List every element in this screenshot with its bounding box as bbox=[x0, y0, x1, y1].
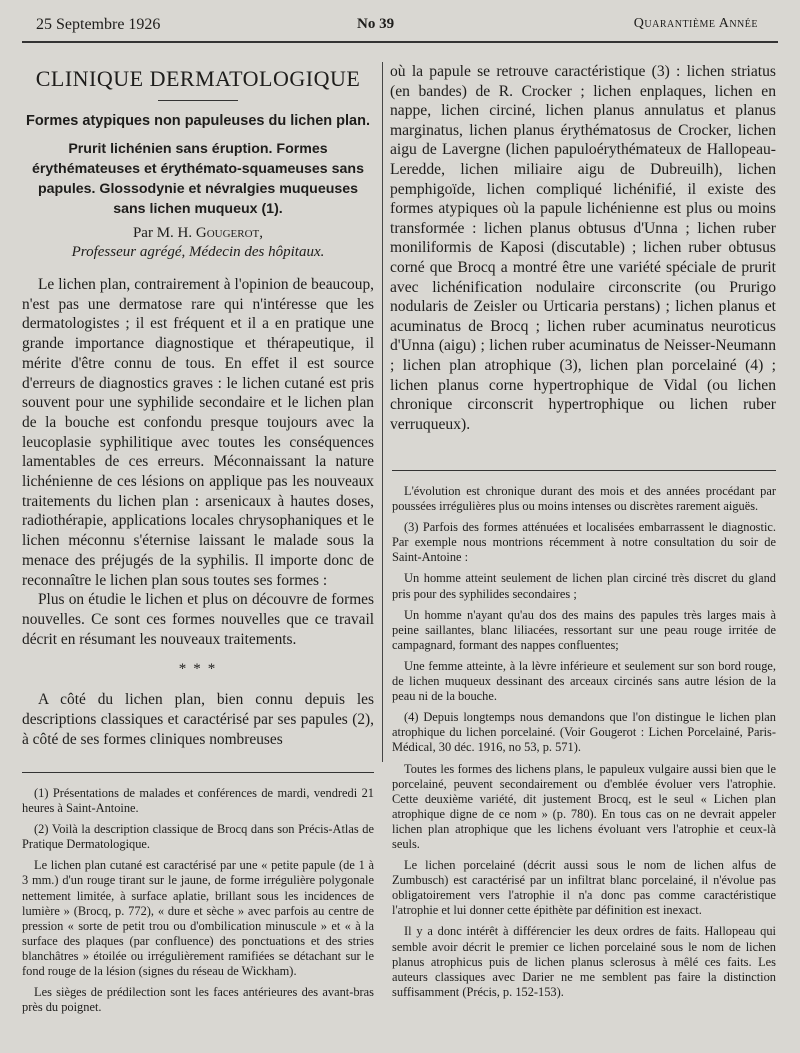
footnotes-left bbox=[22, 786, 374, 1021]
article-subtitle: Formes atypiques non papuleuses du lichen plan. bbox=[25, 113, 371, 129]
footnote: (1) Présentations de malades et conférences de mardi, vendredi 21 heures à Saint-Antoine. bbox=[22, 786, 374, 816]
article-body-left bbox=[22, 275, 374, 749]
footnotes-right bbox=[392, 484, 776, 1006]
article-headline: Prurit lichénien sans éruption. Formes érythémateuses et érythémato-squameuses sans papules. Glossodynie et névralgies muqueuses sans lichen muqueux (1). bbox=[32, 141, 364, 217]
title-rule bbox=[158, 100, 238, 101]
paragraph: où la papule se retrouve caractéristique (3) : lichen striatus (en bandes) de R. Crocker ; lichen enplaques, lichen en nappe, lichen circiné, lichen planus annulatus et planus marginatus, lichen planus érythématosus de Crocker, lichen aigu de Lavergne (lichen papuloérythémateux de Hallopeau-Leredde, lichen miliaire aigu de Dubreuilh), lichen pemphigoïde, lichen compliqué lichénifié, il existe des formes atypiques où la papule lichénienne est plus ou moins transformée : lichen planus obtusus d'Unna ; lichen ruber moniliformis de Kaposi (discutable) ; lichen ruber obtusus corné que Brocq a montré être une variété spéciale de prurit avec lichénification nodulaire circonscrite (ou Prurigo nodularis de Zeisler ou Urticaria perstans) ; lichen planus et acuminatus de Brocq ; lichen ruber acuminatus neuroticus d'Unna (aigu) ; lichen ruber acuminatus de Neisser-Neumann ; lichen plan atrophique (3), lichen plan porcelainé (4) ; lichen planus corne hypertrophique de Vidal (ou lichen chronique circonscrit hypertrophique ou lichen ruber verruqueux). bbox=[390, 63, 776, 433]
paragraph: Le lichen plan, contrairement à l'opinion de beaucoup, n'est pas une dermatose rare qui n'intéresse que les dermatologistes ; il est fréquent et il a en pratique une grande importance diagnostique et thérapeutique, il mérite d'être connu de tous. En effet il est source d'erreurs de diagnostics graves : le lichen cutané est pris souvent pour une syphilide secondaire et le lichen plan de la bouche est confondu presque toujours avec la leucoplasie syphilitique avec toutes les conséquences lamentables de ces erreurs. Méconnaissant la nature lichénienne de ces lésions on applique pas les nouveaux traitements du lichen plan : arsenicaux à hautes doses, radiothérapie, applications locales chrysophaniques et le lichen méconnu s'éternise laissant le malade sous la menace des préjugés de la syphilis. Il importe donc de reconnaître le lichen plan sous toutes ses formes : bbox=[22, 276, 374, 589]
paragraph: A côté du lichen plan, bien connu depuis les descriptions classiques et caractérisé par ses papules (2), à côté de ses formes cliniques nombreuses bbox=[22, 691, 374, 748]
left-column bbox=[22, 62, 374, 749]
right-column bbox=[390, 62, 776, 434]
footnote: Il y a donc intérêt à différencier les deux ordres de faits. Hallopeau qui semble avoir décrit le premier ce lichen porcelainé sous le nom de lichen planus atrophicus puis de lichen planus sclerosus à mêlé ces faits. Les auteurs classiques avec Darier ne me semblent pas faire la distinction suffisamment (Précis, p. 152-153). bbox=[392, 924, 776, 999]
author-prefix: Par M. H. bbox=[132, 225, 193, 241]
footnote-rule-right bbox=[392, 470, 776, 471]
footnote: (3) Parfois des formes atténuées et localisées embarrassent le diagnostic. Par exemple nous montrions récemment à notre consultation du soir de Saint-Antoine : bbox=[392, 520, 776, 565]
footnote: Les sièges de prédilection sont les faces antérieures des avant-bras près du poignet. bbox=[22, 985, 374, 1015]
footnote: Toutes les formes des lichens plans, le papuleux vulgaire aussi bien que le porcelainé, peuvent secondairement ou d'emblée évoluer vers l'atrophie. Cette deuxième variété, dit justement Brocq, est le seul « Lichen plan atrophique digne de ce nom » (p. 780). En tous cas on ne devrait appeler lichen plan atrophique que les lichens évoluant vers l'atrophie et ceux-là seuls. bbox=[392, 761, 776, 851]
footnote: Un homme atteint seulement de lichen plan circiné très discret du gland pris pour des syphilides secondaires ; bbox=[392, 571, 776, 601]
author-line bbox=[22, 225, 374, 242]
footnote: (4) Depuis longtemps nous demandons que l'on distingue le lichen plan atrophique du lichen porcelainé. (Voir Gougerot : Lichen Porcelainé, Paris-Médical, 30 déc. 1916, no 53, p. 571). bbox=[392, 710, 776, 755]
footnote: Un homme n'ayant qu'au dos des mains des papules très larges mais à peine saillantes, blanc liliacées, ressortant sur une peau rouge irritée de campagnard, formant des nappes confluentes; bbox=[392, 607, 776, 652]
column-divider bbox=[382, 62, 383, 762]
footnote: Le lichen porcelainé (décrit aussi sous le nom de lichen alfus de Zumbusch) est caractérisé par un infiltrat blanc porcelainé, il n'évolue pas obligatoirement vers l'atrophie il n'a donc pas comme caractéristique l'atrophie et lui donner cette épithète par définition est inexact. bbox=[392, 858, 776, 918]
footnote: L'évolution est chronique durant des mois et des années procédant par poussées irrégulières plus ou moins intenses ou discrètes rarement aiguës. bbox=[392, 484, 776, 514]
footnote: (2) Voilà la description classique de Brocq dans son Précis-Atlas de Pratique Dermatologique. bbox=[22, 822, 374, 852]
section-separator-stars: * * * bbox=[178, 661, 218, 678]
volume-year: Quarantième Année bbox=[633, 16, 758, 31]
issue-number: No 39 bbox=[357, 16, 395, 32]
footnote-rule-left bbox=[22, 772, 374, 773]
issue-date: 25 Septembre 1926 bbox=[36, 16, 161, 33]
footnote: Le lichen plan cutané est caractérisé par une « petite papule (de 1 à 3 mm.) d'un rouge tirant sur le jaune, de forme irrégulière polygonale nettement limitée, à surface aplatie, brillant sous les incidences de lumière » (Brocq, p. 772), « dure et sèche » avec parfois au centre de pression « sorte de petit trou ou d'ombilication minuscule » et « à la surface des plaques (par confluence) des ponctuations et des stries blanchâtres » étoilée ou irrégulièrement ramifiées se détachant sur le fond rouge de la lésion (signes du réseau de Wickham). bbox=[22, 858, 374, 979]
section-title: CLINIQUE DERMATOLOGIQUE bbox=[35, 66, 361, 91]
paragraph: Plus on étudie le lichen et plus on découvre de formes nouvelles. Ce sont ces formes nouvelles que ce travail décrit en résumant les nouveaux traitements. bbox=[22, 591, 374, 648]
author-name: Gougerot, bbox=[195, 225, 264, 241]
footnote: Une femme atteinte, à la lèvre inférieure et seulement sur son bord rouge, de lichen muqueux dessinant des arceaux circinés sans autre lésion de la peau ni de la bouche. bbox=[392, 658, 776, 704]
author-role: Professeur agrégé, Médecin des hôpitaux. bbox=[71, 244, 325, 260]
article-body-right bbox=[390, 62, 776, 434]
running-header bbox=[22, 16, 778, 40]
header-rule bbox=[22, 41, 778, 43]
